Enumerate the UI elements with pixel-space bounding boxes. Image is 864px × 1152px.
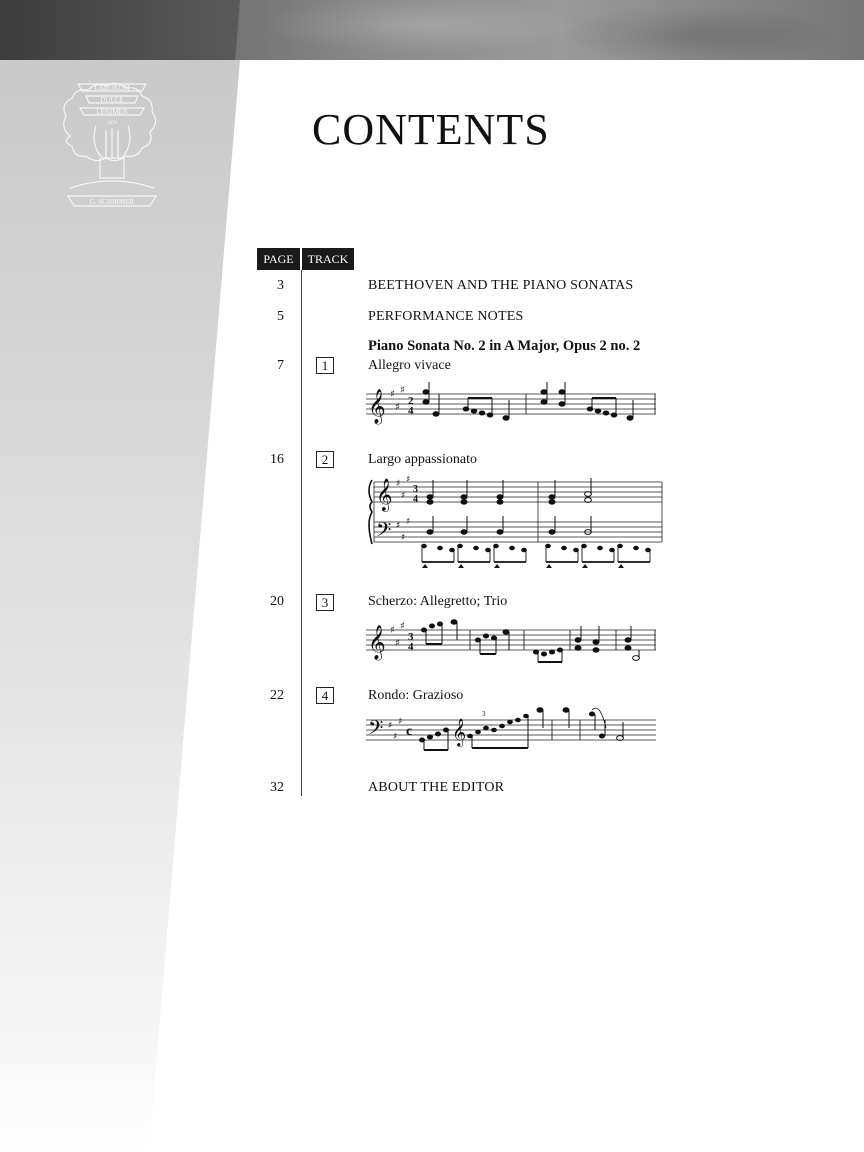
logo-year: 1876 (107, 121, 117, 126)
side-gradient-panel (0, 60, 240, 1152)
svg-text:♯: ♯ (388, 721, 393, 731)
svg-text:♯: ♯ (393, 732, 398, 742)
bass-clef-icon: 𝄢 (368, 716, 384, 744)
column-divider (301, 270, 302, 796)
track-number-box: 4 (316, 687, 334, 704)
contents-entry: BEETHOVEN AND THE PIANO SONATAS (368, 278, 634, 293)
logo-motto-line-2: DULCE (100, 96, 124, 104)
time-signature-denominator: 4 (408, 641, 414, 653)
column-header-track: TRACK (302, 248, 354, 270)
time-signature-numerator: 2 (408, 395, 414, 407)
svg-text:♯: ♯ (400, 621, 405, 632)
page-number: 16 (270, 452, 284, 467)
music-incipit-allegro-vivace (366, 380, 658, 430)
track-number-box: 2 (316, 451, 334, 468)
tuplet-number: 3 (482, 710, 486, 718)
logo-motto-line-1: LABORUM (94, 84, 130, 92)
svg-text:♯: ♯ (390, 389, 395, 400)
contents-entry: ABOUT THE EDITOR (368, 780, 505, 795)
page-number: 3 (277, 278, 284, 293)
page-number: 7 (277, 358, 284, 373)
svg-text:♯: ♯ (395, 402, 400, 413)
time-signature-denominator: 4 (413, 494, 418, 505)
track-number-box: 3 (316, 594, 334, 611)
top-banner-dark-section (0, 0, 240, 60)
svg-text:♯: ♯ (401, 491, 406, 501)
time-signature-numerator: 3 (413, 484, 418, 495)
movement-title: Allegro vivace (368, 358, 451, 373)
treble-clef-icon: 𝄞 (368, 625, 386, 660)
treble-clef-icon: 𝄞 (376, 478, 393, 511)
music-incipit-largo-appassionato (366, 472, 666, 578)
treble-clef-icon: 𝄞 (368, 389, 386, 424)
logo-publisher-name: G. SCHIRMER (89, 198, 135, 206)
movement-title: Largo appassionato (368, 452, 477, 467)
svg-text:♯: ♯ (406, 475, 411, 485)
contents-entry: PERFORMANCE NOTES (368, 309, 524, 324)
svg-text:♯: ♯ (401, 533, 406, 543)
time-signature-common: c (406, 724, 413, 739)
music-incipit-scherzo (366, 614, 658, 672)
svg-text:♯: ♯ (390, 625, 395, 636)
svg-text:♯: ♯ (398, 717, 403, 727)
svg-text:♯: ♯ (396, 521, 401, 531)
treble-clef-icon: 𝄞 (452, 718, 467, 746)
publisher-logo (56, 76, 168, 222)
svg-text:♯: ♯ (395, 638, 400, 649)
svg-text:♯: ♯ (406, 517, 411, 527)
column-header-page: PAGE (257, 248, 300, 270)
logo-motto-line-3: LENIMEN (96, 108, 128, 116)
page-number: 5 (277, 309, 284, 324)
svg-text:♯: ♯ (400, 385, 405, 396)
movement-title: Rondo: Grazioso (368, 688, 464, 703)
svg-text:♯: ♯ (396, 479, 401, 489)
time-signature-denominator: 4 (408, 405, 414, 417)
page-number: 22 (270, 688, 284, 703)
time-signature-numerator: 3 (408, 631, 414, 643)
sonata-heading: Piano Sonata No. 2 in A Major, Opus 2 no. 2 (368, 338, 641, 354)
page-number: 32 (270, 780, 284, 795)
movement-title: Scherzo: Allegretto; Trio (368, 594, 508, 609)
page-number: 20 (270, 594, 284, 609)
page-title: CONTENTS (312, 105, 550, 154)
brace-icon (369, 480, 372, 544)
music-incipit-rondo (366, 706, 658, 756)
bass-clef-icon: 𝄢 (376, 518, 392, 546)
track-number-box: 1 (316, 357, 334, 374)
